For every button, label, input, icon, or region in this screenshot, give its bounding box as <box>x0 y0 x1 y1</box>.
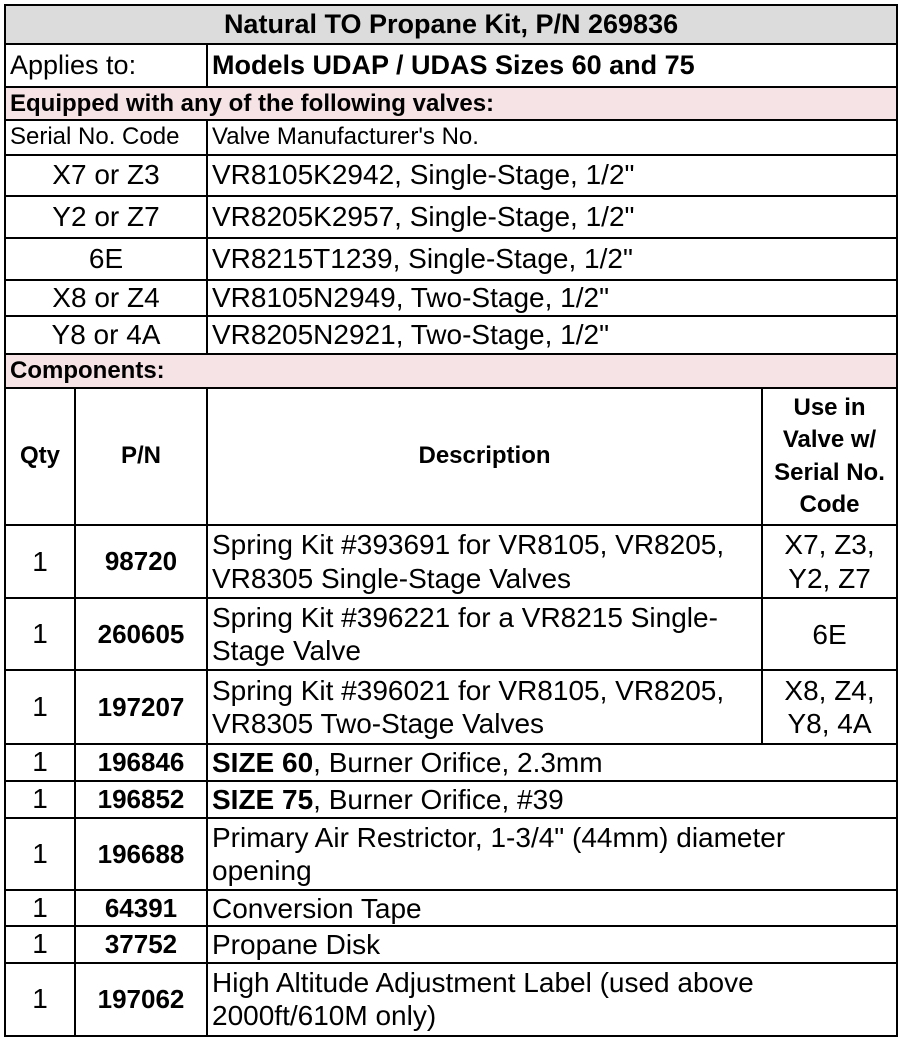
valve-mfr-header: Valve Manufacturer's No. <box>207 120 897 154</box>
component-row <box>5 525 897 598</box>
size-label: SIZE 75 <box>212 783 314 815</box>
valve-mfr-number: VR8105N2949, Two-Stage, 1/2" <box>207 280 897 316</box>
component-qty: 1 <box>5 781 75 818</box>
component-description: Conversion Tape <box>207 890 897 926</box>
components-section-heading-row <box>5 354 897 388</box>
components-heading: Components: <box>5 354 897 388</box>
applies-label: Applies to: <box>5 44 207 87</box>
component-description: Primary Air Restrictor, 1-3/4" (44mm) diameter opening <box>207 818 897 890</box>
component-part-number: 196852 <box>75 781 207 818</box>
component-description: High Altitude Adjustment Label (used above 2000ft/610M only) <box>207 963 897 1036</box>
component-row <box>5 598 897 670</box>
conversion-kit-table <box>4 4 898 1037</box>
description-header: Description <box>207 388 762 525</box>
component-row <box>5 744 897 781</box>
component-qty: 1 <box>5 525 75 598</box>
component-description-text: , Burner Orifice, #39 <box>313 783 564 815</box>
valve-row <box>5 316 897 354</box>
size-label: SIZE 60 <box>212 746 314 778</box>
component-qty: 1 <box>5 926 75 962</box>
component-qty: 1 <box>5 890 75 926</box>
valve-mfr-number: VR8205K2957, Single-Stage, 1/2" <box>207 196 897 238</box>
component-description: Spring Kit #396021 for VR8105, VR8205, VR8305 Two-Stage Valves <box>207 670 762 743</box>
valve-serial-code: Y2 or Z7 <box>5 196 207 238</box>
component-row <box>5 926 897 962</box>
valve-serial-code: X8 or Z4 <box>5 280 207 316</box>
component-row <box>5 963 897 1036</box>
component-row <box>5 890 897 926</box>
valve-mfr-number: VR8105K2942, Single-Stage, 1/2" <box>207 155 897 196</box>
component-part-number: 98720 <box>75 525 207 598</box>
qty-header: Qty <box>5 388 75 525</box>
component-qty: 1 <box>5 963 75 1036</box>
use-in-valve-header: Use in Valve w/ Serial No. Code <box>762 388 897 525</box>
component-part-number: 196688 <box>75 818 207 890</box>
valve-mfr-number: VR8215T1239, Single-Stage, 1/2" <box>207 238 897 280</box>
pn-header: P/N <box>75 388 207 525</box>
valve-serial-code: Y8 or 4A <box>5 316 207 354</box>
component-serial-codes: X8, Z4, Y8, 4A <box>762 670 897 743</box>
component-serial-codes: 6E <box>762 598 897 670</box>
valve-row <box>5 155 897 196</box>
component-row <box>5 818 897 890</box>
component-qty: 1 <box>5 818 75 890</box>
title-row <box>5 5 897 44</box>
valve-row <box>5 238 897 280</box>
component-part-number: 37752 <box>75 926 207 962</box>
valves-section-heading-row <box>5 87 897 120</box>
component-part-number: 260605 <box>75 598 207 670</box>
valve-mfr-number: VR8205N2921, Two-Stage, 1/2" <box>207 316 897 354</box>
component-description <box>207 781 897 818</box>
component-qty: 1 <box>5 598 75 670</box>
valve-serial-code: X7 or Z3 <box>5 155 207 196</box>
component-description: Propane Disk <box>207 926 897 962</box>
component-part-number: 196846 <box>75 744 207 781</box>
component-description <box>207 744 897 781</box>
component-row <box>5 670 897 743</box>
applies-value: Models UDAP / UDAS Sizes 60 and 75 <box>207 44 897 87</box>
serial-code-header: Serial No. Code <box>5 120 207 154</box>
valve-row <box>5 196 897 238</box>
component-part-number: 197207 <box>75 670 207 743</box>
component-row <box>5 781 897 818</box>
valves-header-row <box>5 120 897 154</box>
applies-row <box>5 44 897 87</box>
components-header-row <box>5 388 897 525</box>
component-description-text: , Burner Orifice, 2.3mm <box>313 746 603 778</box>
component-serial-codes: X7, Z3, Y2, Z7 <box>762 525 897 598</box>
component-qty: 1 <box>5 744 75 781</box>
component-description: Spring Kit #393691 for VR8105, VR8205, VR8305 Single-Stage Valves <box>207 525 762 598</box>
valve-row <box>5 280 897 316</box>
valve-serial-code: 6E <box>5 238 207 280</box>
component-qty: 1 <box>5 670 75 743</box>
component-part-number: 197062 <box>75 963 207 1036</box>
component-part-number: 64391 <box>75 890 207 926</box>
kit-title: Natural TO Propane Kit, P/N 269836 <box>5 5 897 44</box>
component-description: Spring Kit #396221 for a VR8215 Single-Stage Valve <box>207 598 762 670</box>
valves-heading: Equipped with any of the following valves: <box>5 87 897 120</box>
